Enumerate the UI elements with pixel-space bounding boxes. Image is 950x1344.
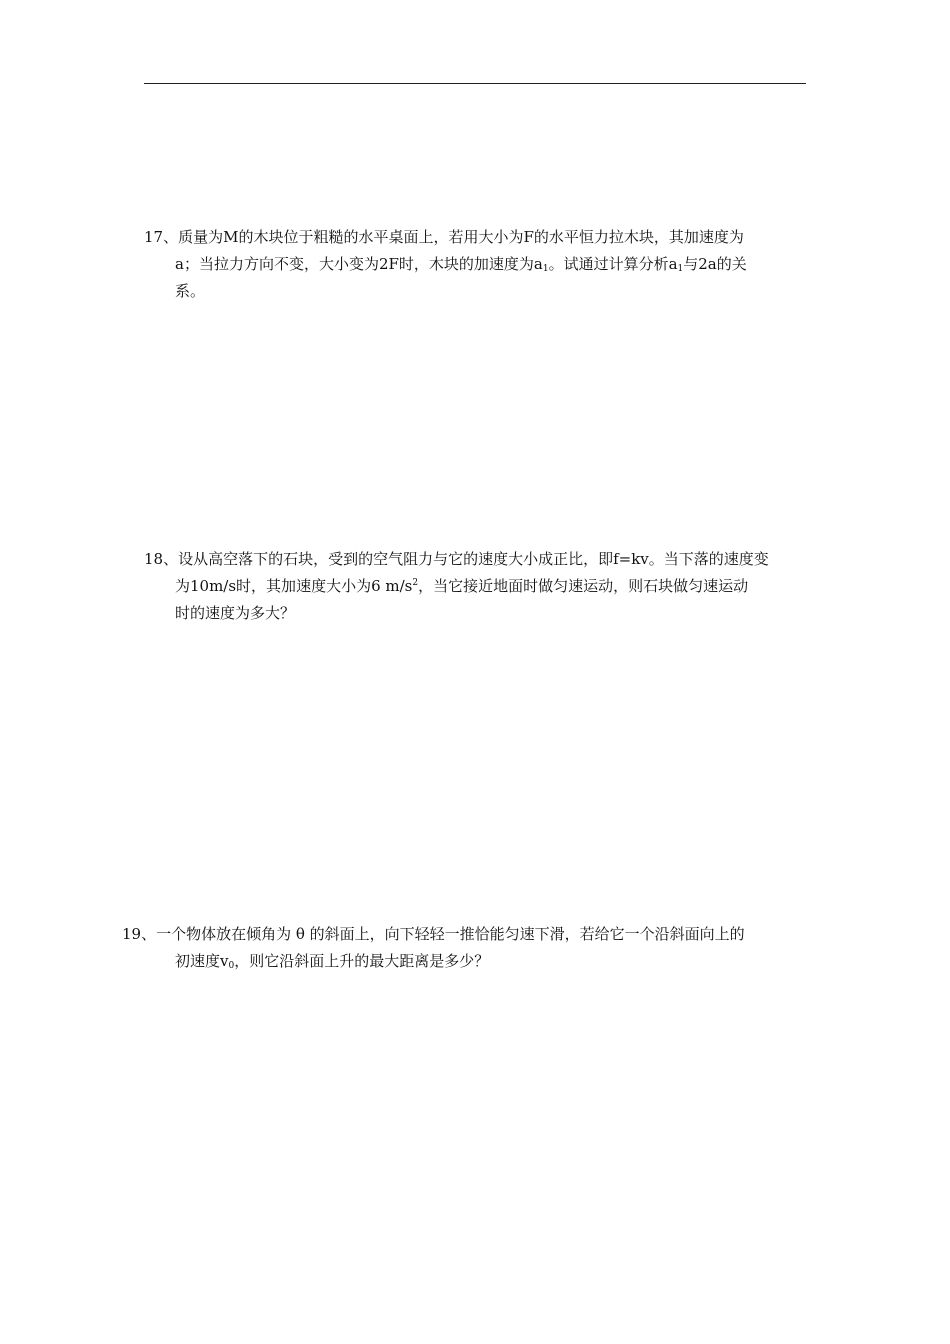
problem-17-line-2 [144,251,808,278]
header-rule [144,83,806,84]
problem-17-text-1: 质量为M的木块位于粗糙的水平桌面上，若用大小为F的水平恒力拉木块，其加速度为 [178,228,744,246]
problem-17-number: 17、 [144,228,179,246]
problem-18-number: 18、 [144,550,179,568]
problem-19-line-2 [122,948,810,975]
problem-17-subscript-1: 1 [542,264,549,274]
problem-18 [144,546,808,627]
problem-18-text-2a: 为10m/s时，其加速度大小为6 m/s [175,577,413,595]
problem-19-subscript: 0 [228,961,235,971]
problem-17-subscript-2: 1 [677,264,684,274]
problem-18-line-3 [144,600,808,627]
problem-18-text-2b: ，当它接近地面时做匀速运动，则石块做匀速运动 [418,577,749,595]
problem-17-text-3: 系。 [175,282,206,300]
problem-18-line-1 [144,546,808,573]
problem-18-line-2 [144,573,808,600]
problem-19 [122,921,810,975]
problem-19-text-1: 一个物体放在倾角为 θ 的斜面上，向下轻轻一推恰能匀速下滑，若给它一个沿斜面向上的 [156,925,745,943]
problem-19-line-1 [122,921,810,948]
problem-17-text-2a: a；当拉力方向不变，大小变为2F时，木块的加速度为a [175,255,543,273]
problem-18-text-3: 时的速度为多大？ [175,604,296,622]
problem-18-text-1: 设从高空落下的石块，受到的空气阻力与它的速度大小成正比，即f=kv。当下落的速度变 [178,550,769,568]
problem-17 [144,224,808,305]
problem-19-text-2b: ，则它沿斜面上升的最大距离是多少？ [234,952,490,970]
problem-18-superscript: 2 [412,578,419,588]
problem-17-line-1 [144,224,808,251]
problem-17-text-2c: 与2a的关 [683,255,747,273]
problem-17-line-3 [144,278,808,305]
problem-19-text-2a: 初速度v [175,952,229,970]
problem-17-text-2b: 。试通过计算分析a [548,255,678,273]
problem-19-number: 19、 [122,925,157,943]
